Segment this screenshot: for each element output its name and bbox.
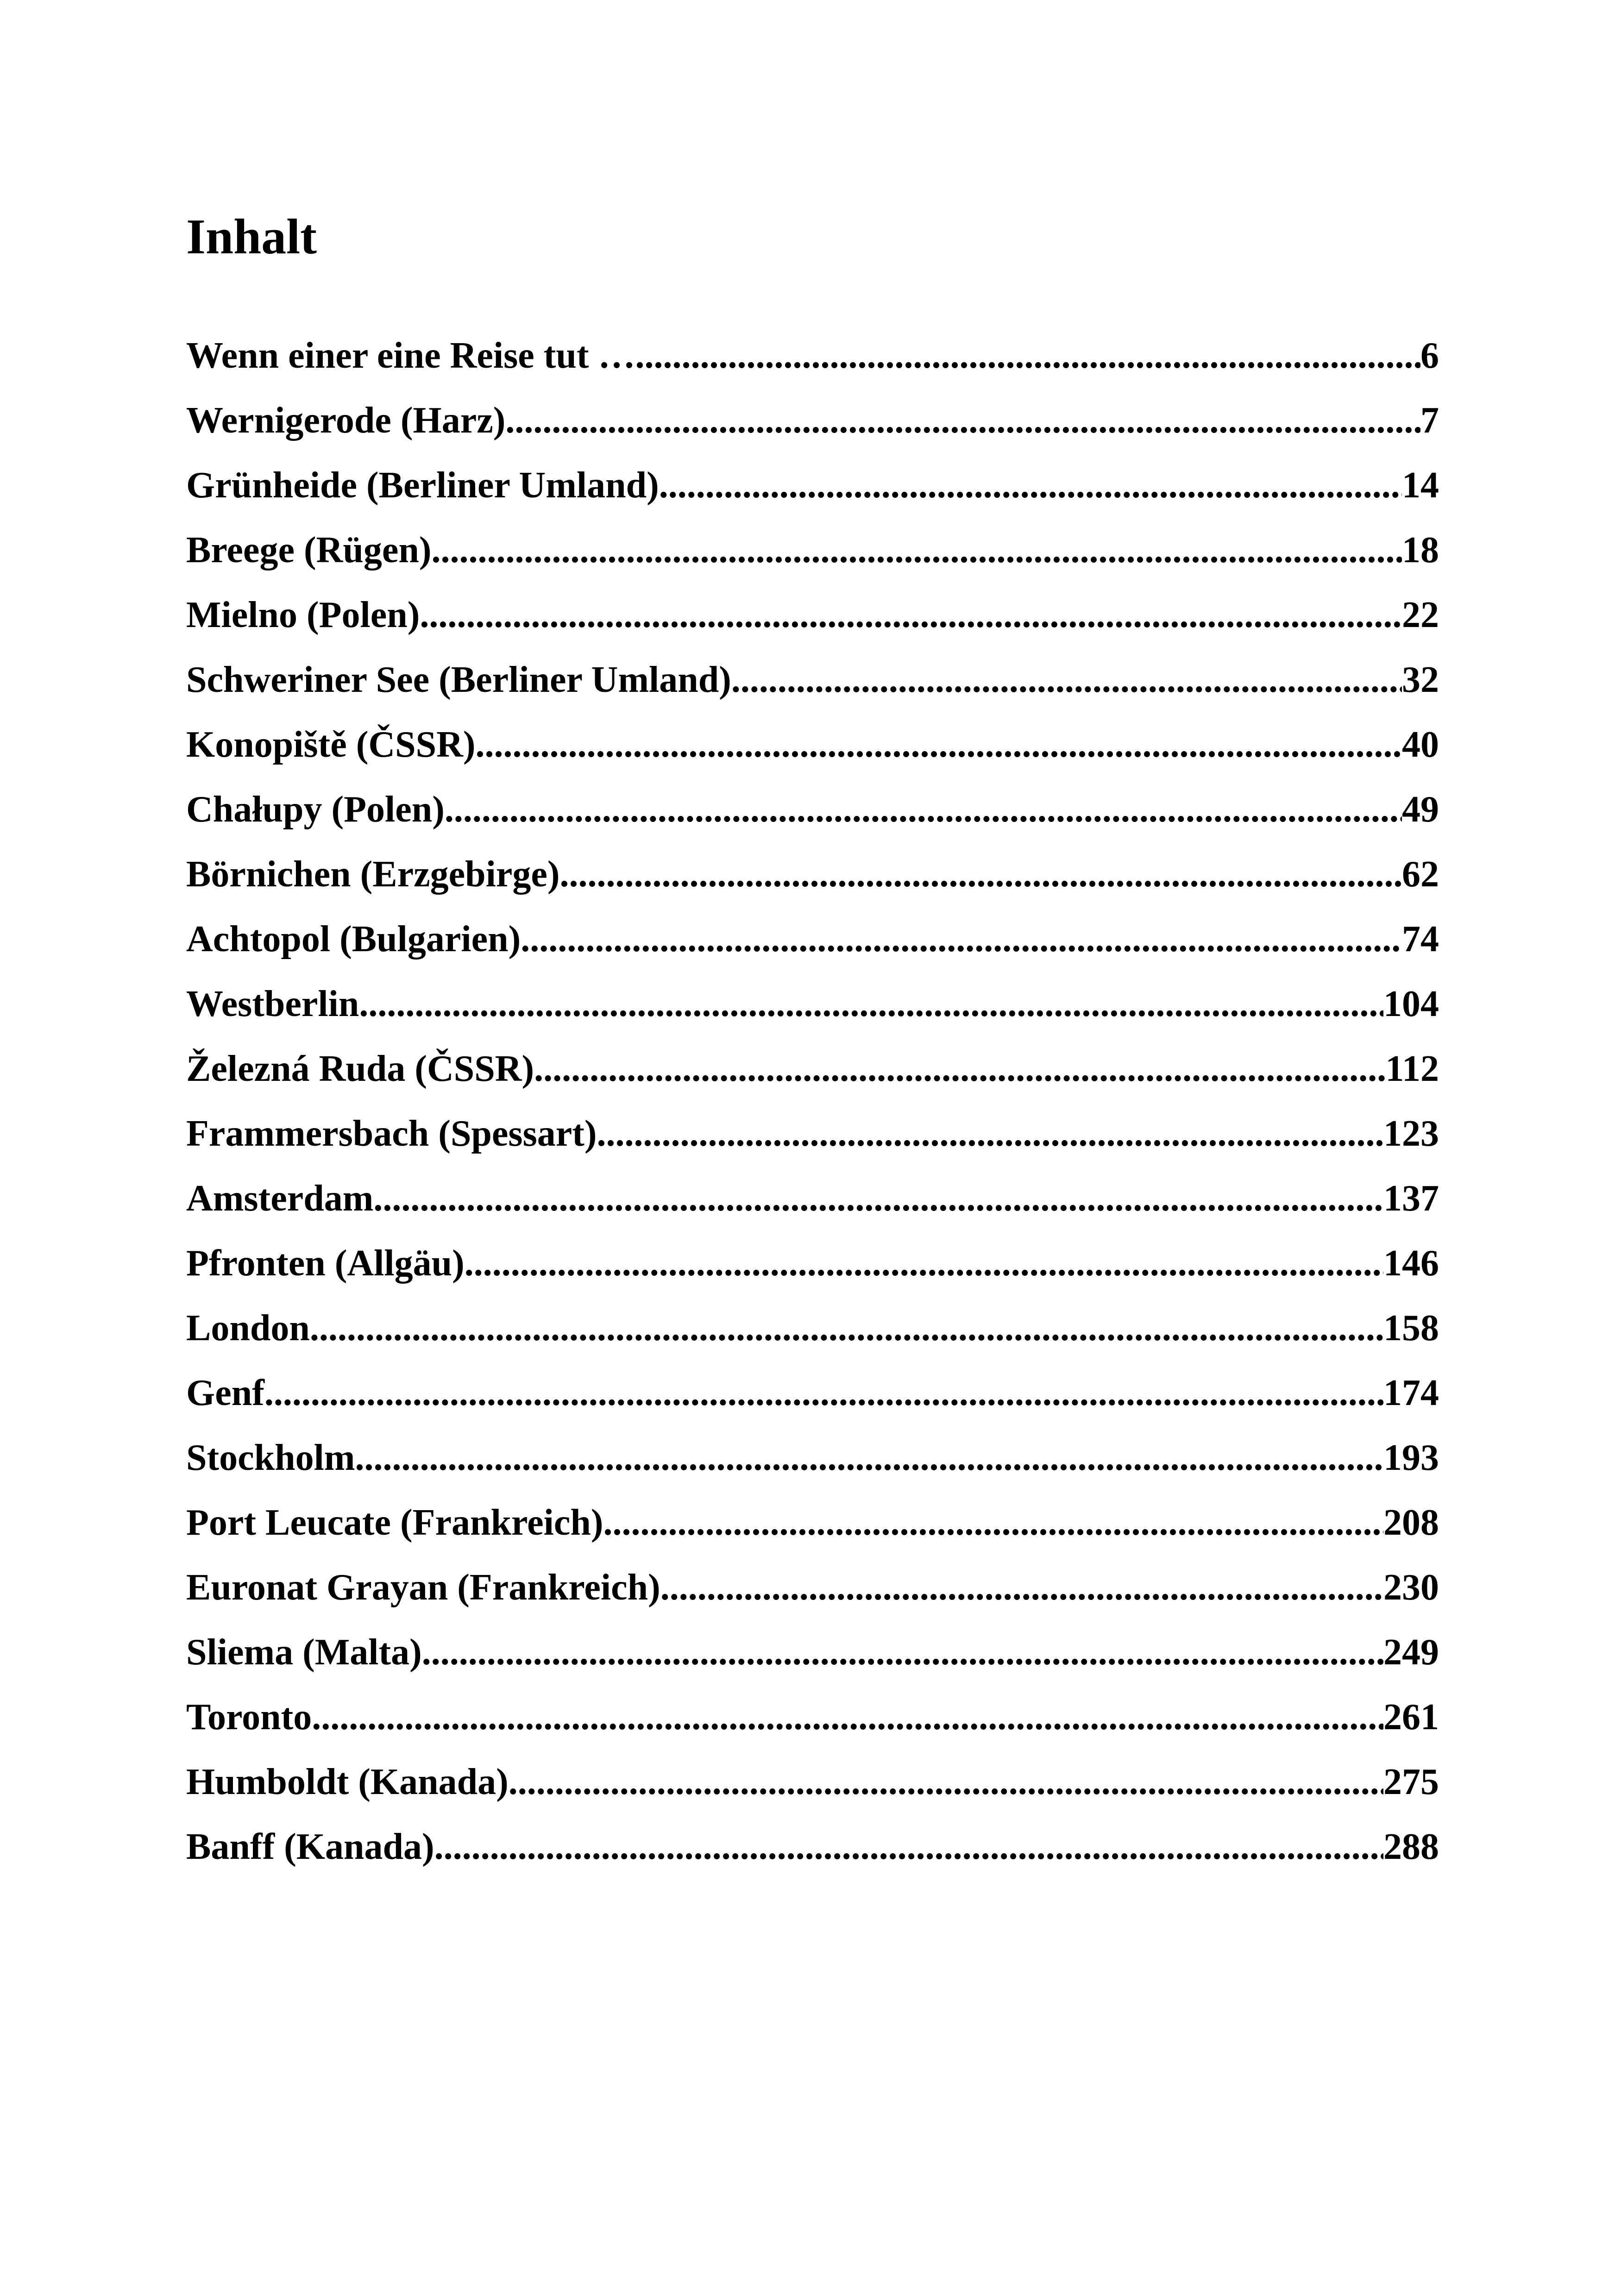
toc-dot-leader <box>509 1763 1383 1800</box>
toc-dot-leader <box>432 532 1402 569</box>
toc-entry-page-number: 174 <box>1383 1373 1439 1413</box>
toc-dot-leader <box>659 467 1402 504</box>
toc-entry-title: Euronat Grayan (Frankreich) <box>186 1567 660 1608</box>
toc-entry-page-number: 146 <box>1383 1243 1439 1284</box>
toc-entry <box>186 1050 1439 1115</box>
toc-entry <box>186 337 1439 402</box>
toc-entry-page-number: 158 <box>1383 1308 1439 1349</box>
toc-dot-leader <box>559 856 1402 893</box>
toc-entry <box>186 596 1439 661</box>
toc-entry-title: Breege (Rügen) <box>186 530 432 571</box>
toc-entry-title: Wenn einer eine Reise tut … <box>186 335 635 376</box>
toc-entry-title: Stockholm <box>186 1437 355 1478</box>
toc-dot-leader <box>476 726 1402 763</box>
toc-entry-page-number: 49 <box>1402 789 1439 830</box>
toc-entry-title: Sliema (Malta) <box>186 1632 422 1673</box>
toc-entry-page-number: 40 <box>1402 724 1439 765</box>
toc-entry <box>186 1699 1439 1763</box>
table-of-contents <box>186 337 1439 1893</box>
toc-entry <box>186 726 1439 791</box>
toc-entry-page-number: 18 <box>1402 530 1439 571</box>
toc-entry <box>186 1245 1439 1310</box>
toc-dot-leader <box>603 1504 1383 1541</box>
toc-entry-page-number: 22 <box>1402 595 1439 635</box>
toc-dot-leader <box>264 1374 1383 1411</box>
toc-dot-leader <box>731 661 1402 698</box>
toc-dot-leader <box>521 921 1402 958</box>
toc-entry-page-number: 275 <box>1383 1762 1439 1802</box>
toc-entry-title: Schweriner See (Berliner Umland) <box>186 659 731 700</box>
toc-entry-title: Port Leucate (Frankreich) <box>186 1502 603 1543</box>
toc-dot-leader <box>312 1699 1383 1736</box>
toc-entry-page-number: 288 <box>1383 1826 1439 1867</box>
toc-dot-leader <box>434 1828 1383 1865</box>
toc-entry-title: Wernigerode (Harz) <box>186 400 506 441</box>
toc-entry-title: Frammersbach (Spessart) <box>186 1113 597 1154</box>
toc-entry-title: Mielno (Polen) <box>186 595 420 635</box>
toc-entry-page-number: 230 <box>1383 1567 1439 1608</box>
toc-entry <box>186 532 1439 596</box>
toc-entry <box>186 1634 1439 1699</box>
toc-entry-page-number: 137 <box>1383 1178 1439 1219</box>
toc-entry-page-number: 261 <box>1383 1697 1439 1738</box>
toc-entry-title: Toronto <box>186 1697 312 1738</box>
toc-entry-page-number: 14 <box>1402 465 1439 506</box>
toc-entry-page-number: 6 <box>1420 335 1439 376</box>
page-title: Inhalt <box>186 209 317 264</box>
toc-entry-page-number: 208 <box>1383 1502 1439 1543</box>
toc-entry-page-number: 193 <box>1383 1437 1439 1478</box>
toc-entry <box>186 1115 1439 1180</box>
toc-entry-page-number: 7 <box>1420 400 1439 441</box>
toc-entry-page-number: 123 <box>1383 1113 1439 1154</box>
toc-entry-title: Amsterdam <box>186 1178 374 1219</box>
toc-entry-title: Humboldt (Kanada) <box>186 1762 509 1802</box>
toc-dot-leader <box>359 985 1383 1023</box>
toc-dot-leader <box>465 1245 1383 1282</box>
toc-entry-title: London <box>186 1308 310 1349</box>
toc-dot-leader <box>597 1115 1383 1152</box>
toc-entry <box>186 1439 1439 1504</box>
toc-entry <box>186 1310 1439 1374</box>
toc-entry <box>186 921 1439 985</box>
toc-entry <box>186 402 1439 467</box>
toc-dot-leader <box>420 596 1402 634</box>
toc-dot-leader <box>660 1569 1383 1606</box>
toc-entry <box>186 1569 1439 1634</box>
toc-entry-title: Grünheide (Berliner Umland) <box>186 465 659 506</box>
toc-dot-leader <box>505 402 1420 439</box>
toc-dot-leader <box>310 1310 1383 1347</box>
toc-entry-title: Banff (Kanada) <box>186 1826 434 1867</box>
toc-entry-title: Železná Ruda (ČSSR) <box>186 1048 534 1089</box>
toc-entry-page-number: 104 <box>1383 984 1439 1024</box>
toc-dot-leader <box>422 1634 1383 1671</box>
toc-entry-page-number: 62 <box>1402 854 1439 895</box>
toc-entry-page-number: 249 <box>1383 1632 1439 1673</box>
toc-dot-leader <box>355 1439 1384 1476</box>
toc-entry <box>186 791 1439 856</box>
toc-dot-leader <box>445 791 1402 828</box>
toc-dot-leader <box>373 1180 1383 1217</box>
toc-entry <box>186 1180 1439 1245</box>
toc-entry-title: Chałupy (Polen) <box>186 789 445 830</box>
toc-entry <box>186 985 1439 1050</box>
toc-entry <box>186 1504 1439 1569</box>
toc-entry <box>186 467 1439 532</box>
toc-dot-leader <box>534 1050 1385 1087</box>
toc-entry <box>186 1828 1439 1893</box>
toc-entry-title: Konopiště (ČSSR) <box>186 724 476 765</box>
toc-entry-page-number: 74 <box>1402 919 1439 960</box>
toc-entry <box>186 1374 1439 1439</box>
toc-entry <box>186 661 1439 726</box>
toc-dot-leader <box>635 337 1420 374</box>
toc-entry <box>186 1763 1439 1828</box>
toc-entry-title: Pfronten (Allgäu) <box>186 1243 465 1284</box>
toc-entry-title: Westberlin <box>186 984 359 1024</box>
toc-entry-title: Börnichen (Erzgebirge) <box>186 854 560 895</box>
toc-entry-page-number: 32 <box>1402 659 1439 700</box>
toc-entry <box>186 856 1439 921</box>
toc-entry-title: Achtopol (Bulgarien) <box>186 919 521 960</box>
toc-entry-page-number: 112 <box>1385 1048 1439 1089</box>
toc-entry-title: Genf <box>186 1373 264 1413</box>
